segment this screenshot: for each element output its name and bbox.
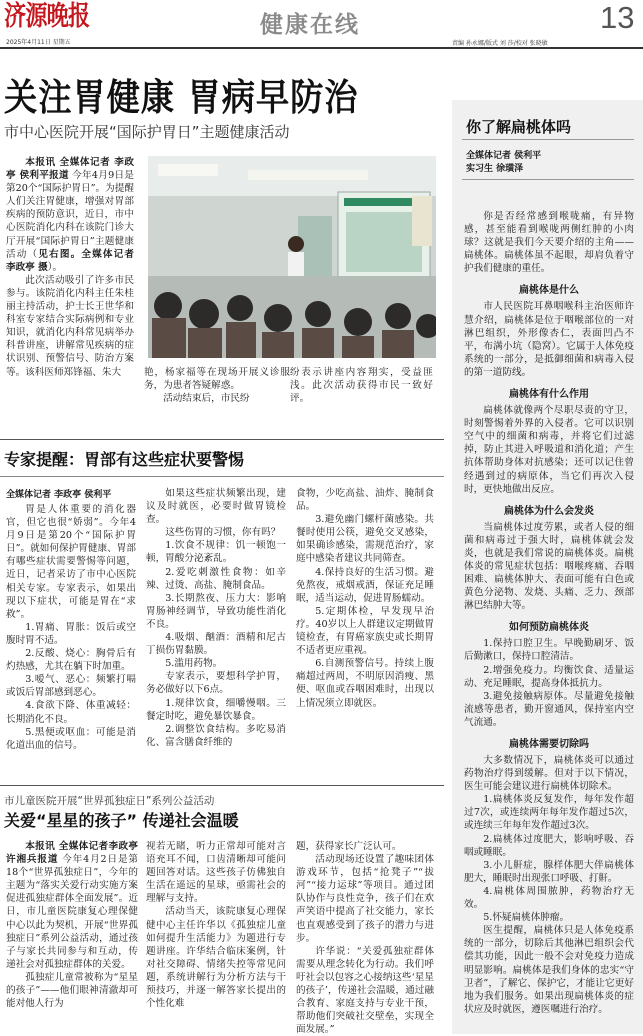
issue-date: 2025年4月11日 星期五 [6, 39, 71, 46]
story2-column-1: 胃是人体重要的消化器官，但它也很“娇弱”。今年4月9日是第20个“国际护胃日”。就如何保护胃健康、胃部有哪些症状需要警惕等问题，近日，记者采访了市中心医院相关专家。专家表示，如果出现以下症状，可能是胃在“求救”。 1.胃痛、胃胀：饭后或空腹时胃不适。 2.反酸、烧心：胸骨后有灼热感，尤其在躺下时加重。 3.嗳气、恶心：频繁打嗝或饭后胃部感到恶心。 4.食欲下降、体重减轻：长期消化不良。 5.黑便或呕血：可能是消化道出血的信号。 [6, 504, 136, 751]
story3-column-1: 本报讯 全媒体记者李政亭 许湘兵报道 今年4月2日是第18个“世界孤独症日”，今年的主题为“落实关爱行动实施方案 促进孤独症群体全面发展”。近日，市儿童医院康复心理保健中心以此为契机，开展“世界孤独症日”系列公益活动，通过孩子与家长共同参与和互动，传递社会对孤独症群体的关爱。 孤独症儿童常被称为“星星的孩子”——他们眼神清澈却可能对他人行为 [6, 841, 138, 1010]
photo-illustration [148, 156, 436, 358]
story2-column-2: 如果这些症状频繁出现，建议及时就医，必要时做胃镜检查。 这些伤胃的习惯，你有吗？ 1.饮食不规律：饥一顿饱一顿，胃酸分泌紊乱。 2.爱吃刺激性食物：如辛辣、过烫、高盐、腌制食品。 3.长期熬夜、压力大：影响胃肠神经调节，导致功能性消化不良。 4.吸烟、酗酒：酒精和尼古丁损伤胃黏膜。 5.滥用药物。 专家表示，要想科学护胃，务必做好以下6点。 1.规律饮食，细嚼慢咽。三餐定时吃，避免暴饮暴食。 2.调整饮食结构。多吃易消化、富含膳食纤维的 [146, 488, 286, 748]
sidebar-byline: 全媒体记者 侯利平 实习生 徐璜泽 [466, 151, 542, 174]
story2-headline: 专家提醒：胃部有这些症状要警惕 [4, 450, 245, 469]
story3-kicker: 市儿童医院开展“世界孤独症日”系列公益活动 [4, 795, 215, 807]
story2-column-3: 食物，少吃高盐、油炸、腌制食品。 3.避免幽门螺杆菌感染。共餐时使用公筷，避免交叉感染，如果确诊感染，需规范治疗，家庭中感染者建议共同筛查。 4.保持良好的生活习惯。避免熬夜，戒烟戒酒，保证充足睡眠，适当运动，促进胃肠蠕动。 5.定期体检，早发现早治疗。40岁以上人群建议定期做胃镜检查，有胃癌家族史或长期胃不适者更应重视。 6.自测预警信号。持续上腹痛超过两周，不明原因消瘦、黑便、呕血或吞咽困难时，出现以上情况须立即就医。 [296, 488, 434, 709]
header-rule [0, 47, 643, 49]
section-divider-2 [0, 785, 444, 786]
newspaper-masthead: 济源晚报 [4, 1, 90, 32]
sidebar-title: 你了解扁桃体吗 [466, 118, 572, 136]
story3-byline: 本报讯 全媒体记者李政亭 许湘兵报道 [6, 841, 138, 866]
sidebar-heading: 扁桃体是什么 [519, 285, 579, 297]
page-number: 13 [600, 0, 635, 35]
sidebar-heading: 扁桃体需要切除吗 [509, 739, 589, 750]
photo-credit: 见右图。全媒体记者 李政亭 摄 [6, 248, 135, 273]
main-headline: 关注胃健康 胃病早防治 [4, 76, 359, 119]
sidebar-content: 你是否经常感到喉咙痛，有异物感，甚至能看到喉咙两侧红肿的小肉球？这就是我们今天要介绍的主角——扁桃体。扁桃体虽不起眼，却肩负着守护我们健康的重任。 扁桃体是什么 市人民医院耳鼻咽喉科主治医师许慧介绍，扁桃体是位于咽喉部位的一对淋巴组织，外形像杏仁，表面凹凸不平，布满小坑（隐窝）。它属于人体免疫系统的一部分，是抵御细菌和病毒入侵的第一道防线。 扁桃体有什么作用 扁桃体就像两个尽职尽责的守卫，时刻警惕着外界的入侵者。它可以识别空气中的细菌和病毒，并将它们过滤掉，防止其进入呼吸道和消化道；产生抗体帮助身体对抗感染；还可以记住曾经遇到过的病原体，当它们再次入侵时，更快地做出反应。 扁桃体为什么会发炎 当扁桃体过度劳累，或者人侵的细菌和病毒过于强大时，扁桃体就会发炎，也就是我们常说的扁桃体炎。扁桃体炎的常见症状包括：咽喉疼痛、吞咽困难、扁桃体肿大、表面可能有白色或黄色分泌物、发烧、头痛、乏力、颈部淋巴结肿大等。 如何预防扁桃体炎 1.保持口腔卫生。早晚勤刷牙、饭后勤漱口，保持口腔清洁。 2.增强免疫力。均衡饮食、适量运动、充足睡眠，提高身体抵抗力。 3.避免接触病原体。尽量避免接触流感等患者，勤开窗通风，保持室内空气流通。 扁桃体需要切除吗 大多数情况下，扁桃体炎可以通过药物治疗得到缓解。但对于以下情况，医生可能会建议进行扁桃体切除术。 1.扁桃体炎反复发作，每年发作超过7次，或连续两年每年发作超过5次，或连续三年每年发作超过3次。 2.扁桃体过度肥大，影响呼吸、吞咽或睡眠。 3.小儿鼾症，腺样体肥大伴扁桃体肥大，睡眠时出现张口呼吸、打鼾。 4.扁桃体周围脓肿，药物治疗无效。 5.怀疑扁桃体肿瘤。 医生提醒，扁桃体只是人体免疫系统的一部分，切除后其他淋巴组织会代偿其功能，因此一般不会对免疫力造成明显影响。扁桃体是我们身体的忠实“守卫者”，了解它、保护它，才能让它更好地为我们服务。如果出现扁桃体炎的症状应及时就医，遵医嘱进行治疗。 [464, 211, 634, 1015]
event-photo [148, 156, 436, 358]
story1-column-1: 本报讯 全媒体记者 李政亭 侯利平报道 今年4月9日是第20个“国际护胃日”。为提醒人们关注胃健康，增强对胃部疾病的预防意识，近日，市中心医院消化内科在该院门诊大厅开展“国际护胃日”主题健康活动（见右图。全媒体记者 李政亭 摄）。 此次活动吸引了许多市民参与。该院消化内科主任朱桂丽主持活动，护士长王世华和科室专家结合实际病例和专业知识，就消化内科常见病举办科普讲座，讲解常见疾病的症状识别、预警信号、防治方案等。该科医师郑锋福、朱大 [6, 157, 135, 378]
sidebar-intro: 你是否经常感到喉咙痛，有异物感，甚至能看到喉咙两侧红肿的小肉球？这就是我们今天要介绍的主角——扁桃体。扁桃体虽不起眼，却肩负着守护我们健康的重任。 [464, 211, 634, 275]
main-subheadline: 市中心医院开展“国际护胃日”主题健康活动 [4, 123, 290, 141]
story3-headline: 关爱“星星的孩子” 传递社会温暖 [4, 811, 239, 830]
story1-column-2: 艳，杨家福等在现场开展义诊服务，为患者答疑解惑。 活动结束后，市民纷 [144, 367, 290, 405]
story1-byline: 本报讯 全媒体记者 李政亭 侯利平报道 [6, 157, 134, 182]
sidebar-heading: 如何预防扁桃体炎 [509, 622, 589, 634]
sidebar-heading: 扁桃体有什么作用 [509, 389, 589, 401]
story2-byline: 全媒体记者 李政亭 侯利平 [6, 490, 112, 500]
sidebar-byline-rule [462, 179, 634, 180]
sidebar-title-rule [462, 139, 634, 140]
editors-line: 责编 孙永娜/版式 刘 莎/校对 张晓敏 [452, 40, 548, 47]
story3-column-2: 视若无睹，听力正常却可能对言语充耳不闻，口齿清晰却可能问题回答对话。这些孩子仿佛独自生活在遥远的星球，亟需社会的理解与支持。 活动当天，该院康复心理保健中心主任许华以《孤独症儿童如何提升生活能力》为题进行专题讲座。许华结合临床案例，针对社交障碍、情绪失控等常见问题，系统讲解行为分析方法与干预技巧，并逐一解答家长提出的个性化难 [146, 841, 286, 1010]
story1-column-3: 纷表示讲座内容翔实，受益匪浅。此次活动获得市民一致好评。 [290, 367, 433, 405]
section-title: 健康在线 [260, 12, 360, 38]
story3-column-3: 题，获得家长广泛认可。 活动现场还设置了趣味团体游戏环节，包括“抢凳子”“拔河”“接力运球”等项目。通过团队协作与良性竞争，孩子们在欢声笑语中提高了社交能力，家长也直观感受到了孩子的潜力与进步。 许华说：“关爱孤独症群体需要从理念转化为行动。我们呼吁社会以包容之心接纳这些‘星星的孩子’，传递社会温暖，通过融合教育、家庭支持与专业干预，帮助他们突破社交壁垒，实现全面发展。” [296, 841, 434, 1036]
sidebar-heading: 扁桃体为什么会发炎 [504, 505, 594, 517]
section-divider [0, 439, 444, 440]
story2-rule [0, 476, 444, 477]
